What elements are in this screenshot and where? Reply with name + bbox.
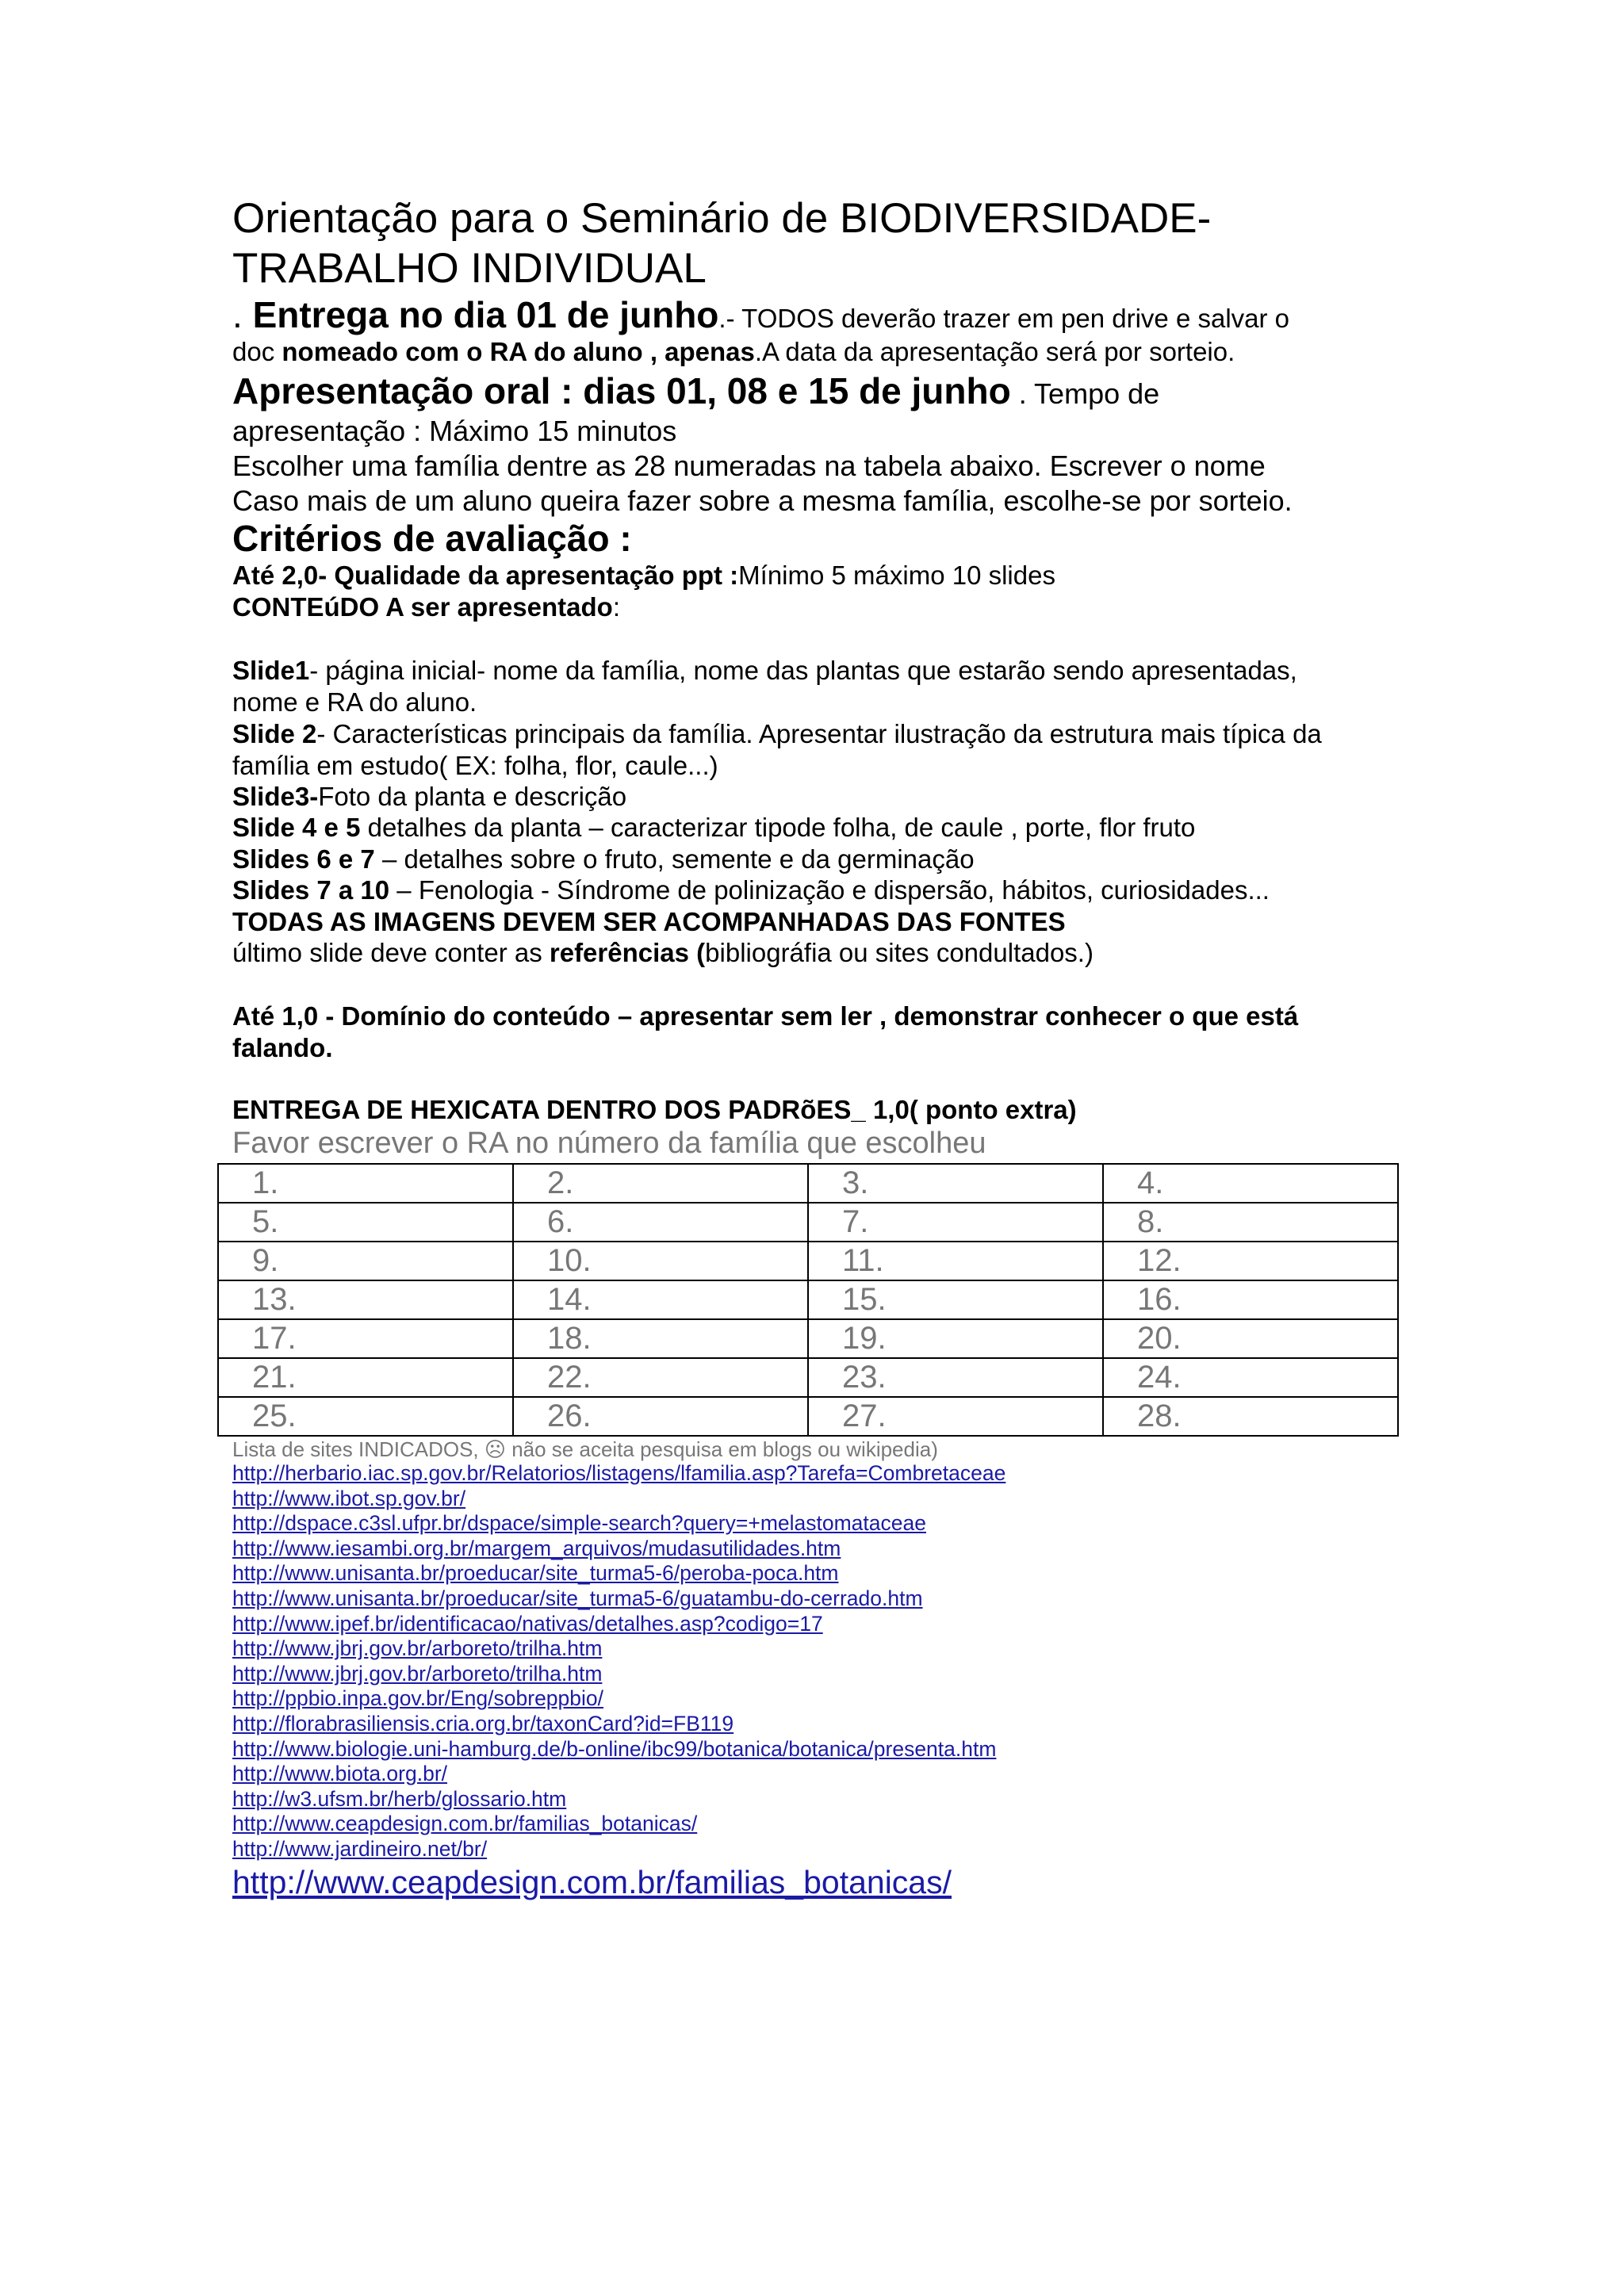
family-number-table (217, 1163, 1399, 1437)
criterios-heading: Critérios de avaliação : (232, 518, 632, 559)
slide-6-7-desc (232, 844, 975, 875)
ultimo-slide-referencias: referências ( (549, 938, 706, 967)
site-link[interactable]: http://ppbio.inpa.gov.br/Eng/sobreppbio/ (232, 1686, 604, 1711)
slide-3-text: Foto da planta e descrição (318, 782, 627, 811)
family-cell[interactable]: 22. (513, 1358, 808, 1397)
family-cell[interactable]: 11. (808, 1242, 1103, 1280)
favor-instruction: Favor escrever o RA no número da família que escolheu (232, 1127, 986, 1160)
page-title-line-2: TRABALHO INDIVIDUAL (232, 245, 707, 292)
dominio-criterion: Até 1,0 - Domínio do conteúdo – apresentar sem ler , demonstrar conhecer o que está (232, 1001, 1299, 1031)
apresentacao-sorteio-rule: Caso mais de um aluno queira fazer sobre a mesma família, escolhe-se por sorteio. (232, 484, 1293, 517)
criterio-qualidade-label: Até 2,0- Qualidade da apresentação ppt : (232, 561, 739, 590)
site-link[interactable]: http://www.biota.org.br/ (232, 1762, 448, 1786)
slide-2-label: Slide 2 (232, 719, 317, 748)
dominio-criterion-line-2: falando. (232, 1033, 333, 1062)
site-link[interactable]: http://www.unisanta.br/proeducar/site_turma5-6/peroba-poca.htm (232, 1561, 839, 1586)
entrega-line-2 (232, 336, 1235, 368)
entrega-prefix: . (232, 294, 253, 335)
slide-2-text: - Características principais da família. Apresentar ilustração da estrutura mais típica da (316, 719, 1322, 748)
family-cell[interactable]: 4. (1103, 1164, 1398, 1203)
family-cell[interactable]: 5. (218, 1203, 513, 1242)
family-cell[interactable]: 23. (808, 1358, 1103, 1397)
table-row (218, 1242, 1398, 1280)
slide-6-7-text: – detalhes sobre o fruto, semente e da germinação (374, 844, 975, 874)
conteudo-heading (232, 591, 620, 623)
family-cell[interactable]: 9. (218, 1242, 513, 1280)
slide-1-label: Slide1 (232, 656, 310, 685)
slide-7-10-desc (232, 874, 1270, 906)
recommended-sites-list (232, 1461, 1005, 1862)
site-link[interactable]: http://dspace.c3sl.ufpr.br/dspace/simple-search?query=+melastomataceae (232, 1511, 926, 1536)
family-cell[interactable]: 28. (1103, 1397, 1398, 1436)
family-cell[interactable]: 14. (513, 1280, 808, 1319)
conteudo-colon: : (612, 592, 620, 622)
slide-4-5-desc (232, 812, 1195, 844)
table-row (218, 1164, 1398, 1203)
entrega-instructions: .- TODOS deverão trazer em pen drive e salvar o (718, 304, 1290, 333)
site-link[interactable]: http://herbario.iac.sp.gov.br/Relatorios/listagens/lfamilia.asp?Tarefa=Combretaceae (232, 1461, 1006, 1485)
slide-3-desc (232, 781, 626, 813)
sites-caption: Lista de sites INDICADOS, ☹ não se aceita pesquisa em blogs ou wikipedia) (232, 1437, 938, 1461)
page-title-line-1: Orientação para o Seminário de BIODIVERSIDADE- (232, 195, 1212, 242)
site-link[interactable]: http://www.ceapdesign.com.br/familias_botanicas/ (232, 1812, 698, 1836)
criterio-qualidade-slides: Mínimo 5 máximo 10 slides (738, 561, 1055, 590)
family-cell[interactable]: 25. (218, 1397, 513, 1436)
site-link[interactable]: http://www.unisanta.br/proeducar/site_turma5-6/guatambu-do-cerrado.htm (232, 1586, 923, 1610)
hexicata-extra-point: ENTREGA DE HEXICATA DENTRO DOS PADRõES_ 1,0( ponto extra) (232, 1095, 1077, 1124)
family-cell[interactable]: 24. (1103, 1358, 1398, 1397)
family-cell[interactable]: 19. (808, 1319, 1103, 1358)
family-cell[interactable]: 7. (808, 1203, 1103, 1242)
family-cell[interactable]: 17. (218, 1319, 513, 1358)
slide-1-desc (232, 655, 1297, 687)
family-cell[interactable]: 6. (513, 1203, 808, 1242)
slide-2-desc-line-2: família em estudo( EX: folha, flor, caule...) (232, 751, 718, 780)
site-link[interactable]: http://www.jbrj.gov.br/arboreto/trilha.htm (232, 1661, 603, 1686)
family-cell[interactable]: 8. (1103, 1203, 1398, 1242)
table-row (218, 1319, 1398, 1358)
apresentacao-dates: Apresentação oral : dias 01, 08 e 15 de junho (232, 370, 1011, 411)
slide-3-label: Slide3- (232, 782, 319, 811)
family-cell[interactable]: 13. (218, 1280, 513, 1319)
slide-6-7-label: Slides 6 e 7 (232, 844, 375, 874)
site-link[interactable]: http://w3.ufsm.br/herb/glossario.htm (232, 1786, 567, 1811)
family-cell[interactable]: 26. (513, 1397, 808, 1436)
family-cell[interactable]: 21. (218, 1358, 513, 1397)
family-cell[interactable]: 3. (808, 1164, 1103, 1203)
site-link[interactable]: http://www.ibot.sp.gov.br/ (232, 1486, 466, 1510)
slide-7-10-text: – Fenologia - Síndrome de polinização e dispersão, hábitos, curiosidades... (389, 875, 1270, 905)
apresentacao-tempo: . Tempo de (1010, 377, 1160, 410)
entrega-sorteio: .A data da apresentação será por sorteio. (754, 337, 1235, 366)
table-row (218, 1280, 1398, 1319)
site-link[interactable]: http://www.ipef.br/identificacao/nativas/detalhes.asp?codigo=17 (232, 1611, 823, 1636)
slide-4-5-text: detalhes da planta – caracterizar tipode folha, de caule , porte, flor fruto (360, 813, 1196, 842)
table-row (218, 1203, 1398, 1242)
family-cell[interactable]: 12. (1103, 1242, 1398, 1280)
slide-4-5-label: Slide 4 e 5 (232, 813, 361, 842)
site-link[interactable]: http://www.iesambi.org.br/margem_arquivos/mudasutilidades.htm (232, 1536, 841, 1560)
family-cell[interactable]: 15. (808, 1280, 1103, 1319)
table-row (218, 1358, 1398, 1397)
site-link[interactable]: http://www.jbrj.gov.br/arboreto/trilha.htm (232, 1636, 603, 1661)
apresentacao-duration: apresentação : Máximo 15 minutos (232, 415, 677, 447)
slide-2-desc (232, 718, 1322, 750)
entrega-doc: doc (232, 337, 282, 366)
criterio-qualidade (232, 560, 1055, 591)
ultimo-slide-note (232, 937, 1094, 969)
slide-1-text: - página inicial- nome da família, nome das plantas que estarão sendo apresentadas, (309, 656, 1297, 685)
family-cell[interactable]: 27. (808, 1397, 1103, 1436)
site-link[interactable]: http://florabrasiliensis.cria.org.br/taxonCard?id=FB119 (232, 1711, 734, 1735)
family-cell[interactable]: 18. (513, 1319, 808, 1358)
family-cell[interactable]: 20. (1103, 1319, 1398, 1358)
imagens-fontes-note: TODAS AS IMAGENS DEVEM SER ACOMPANHADAS DAS FONTES (232, 907, 1066, 936)
table-row (218, 1397, 1398, 1436)
family-cell[interactable]: 10. (513, 1242, 808, 1280)
site-link[interactable]: http://www.jardineiro.net/br/ (232, 1836, 488, 1861)
conteudo-label: CONTEúDO A ser apresentado (232, 592, 613, 622)
ultimo-slide-text: último slide deve conter as (232, 938, 550, 967)
slide-7-10-label: Slides 7 a 10 (232, 875, 390, 905)
family-cell[interactable]: 16. (1103, 1280, 1398, 1319)
big-site-link[interactable]: http://www.ceapdesign.com.br/familias_botanicas/ (232, 1864, 952, 1900)
site-link[interactable]: http://www.biologie.uni-hamburg.de/b-online/ibc99/botanica/botanica/presenta.htm (232, 1736, 997, 1761)
entrega-date: Entrega no dia 01 de junho (252, 294, 719, 335)
slide-1-desc-line-2: nome e RA do aluno. (232, 687, 477, 717)
entrega-naming-rule: nomeado com o RA do aluno , apenas (282, 337, 755, 366)
family-cell[interactable]: 1. (218, 1164, 513, 1203)
ultimo-slide-sources: bibliográfia ou sites condultados.) (705, 938, 1094, 967)
family-cell[interactable]: 2. (513, 1164, 808, 1203)
apresentacao-choose-family: Escolher uma família dentre as 28 numeradas na tabela abaixo. Escrever o nome (232, 450, 1266, 482)
